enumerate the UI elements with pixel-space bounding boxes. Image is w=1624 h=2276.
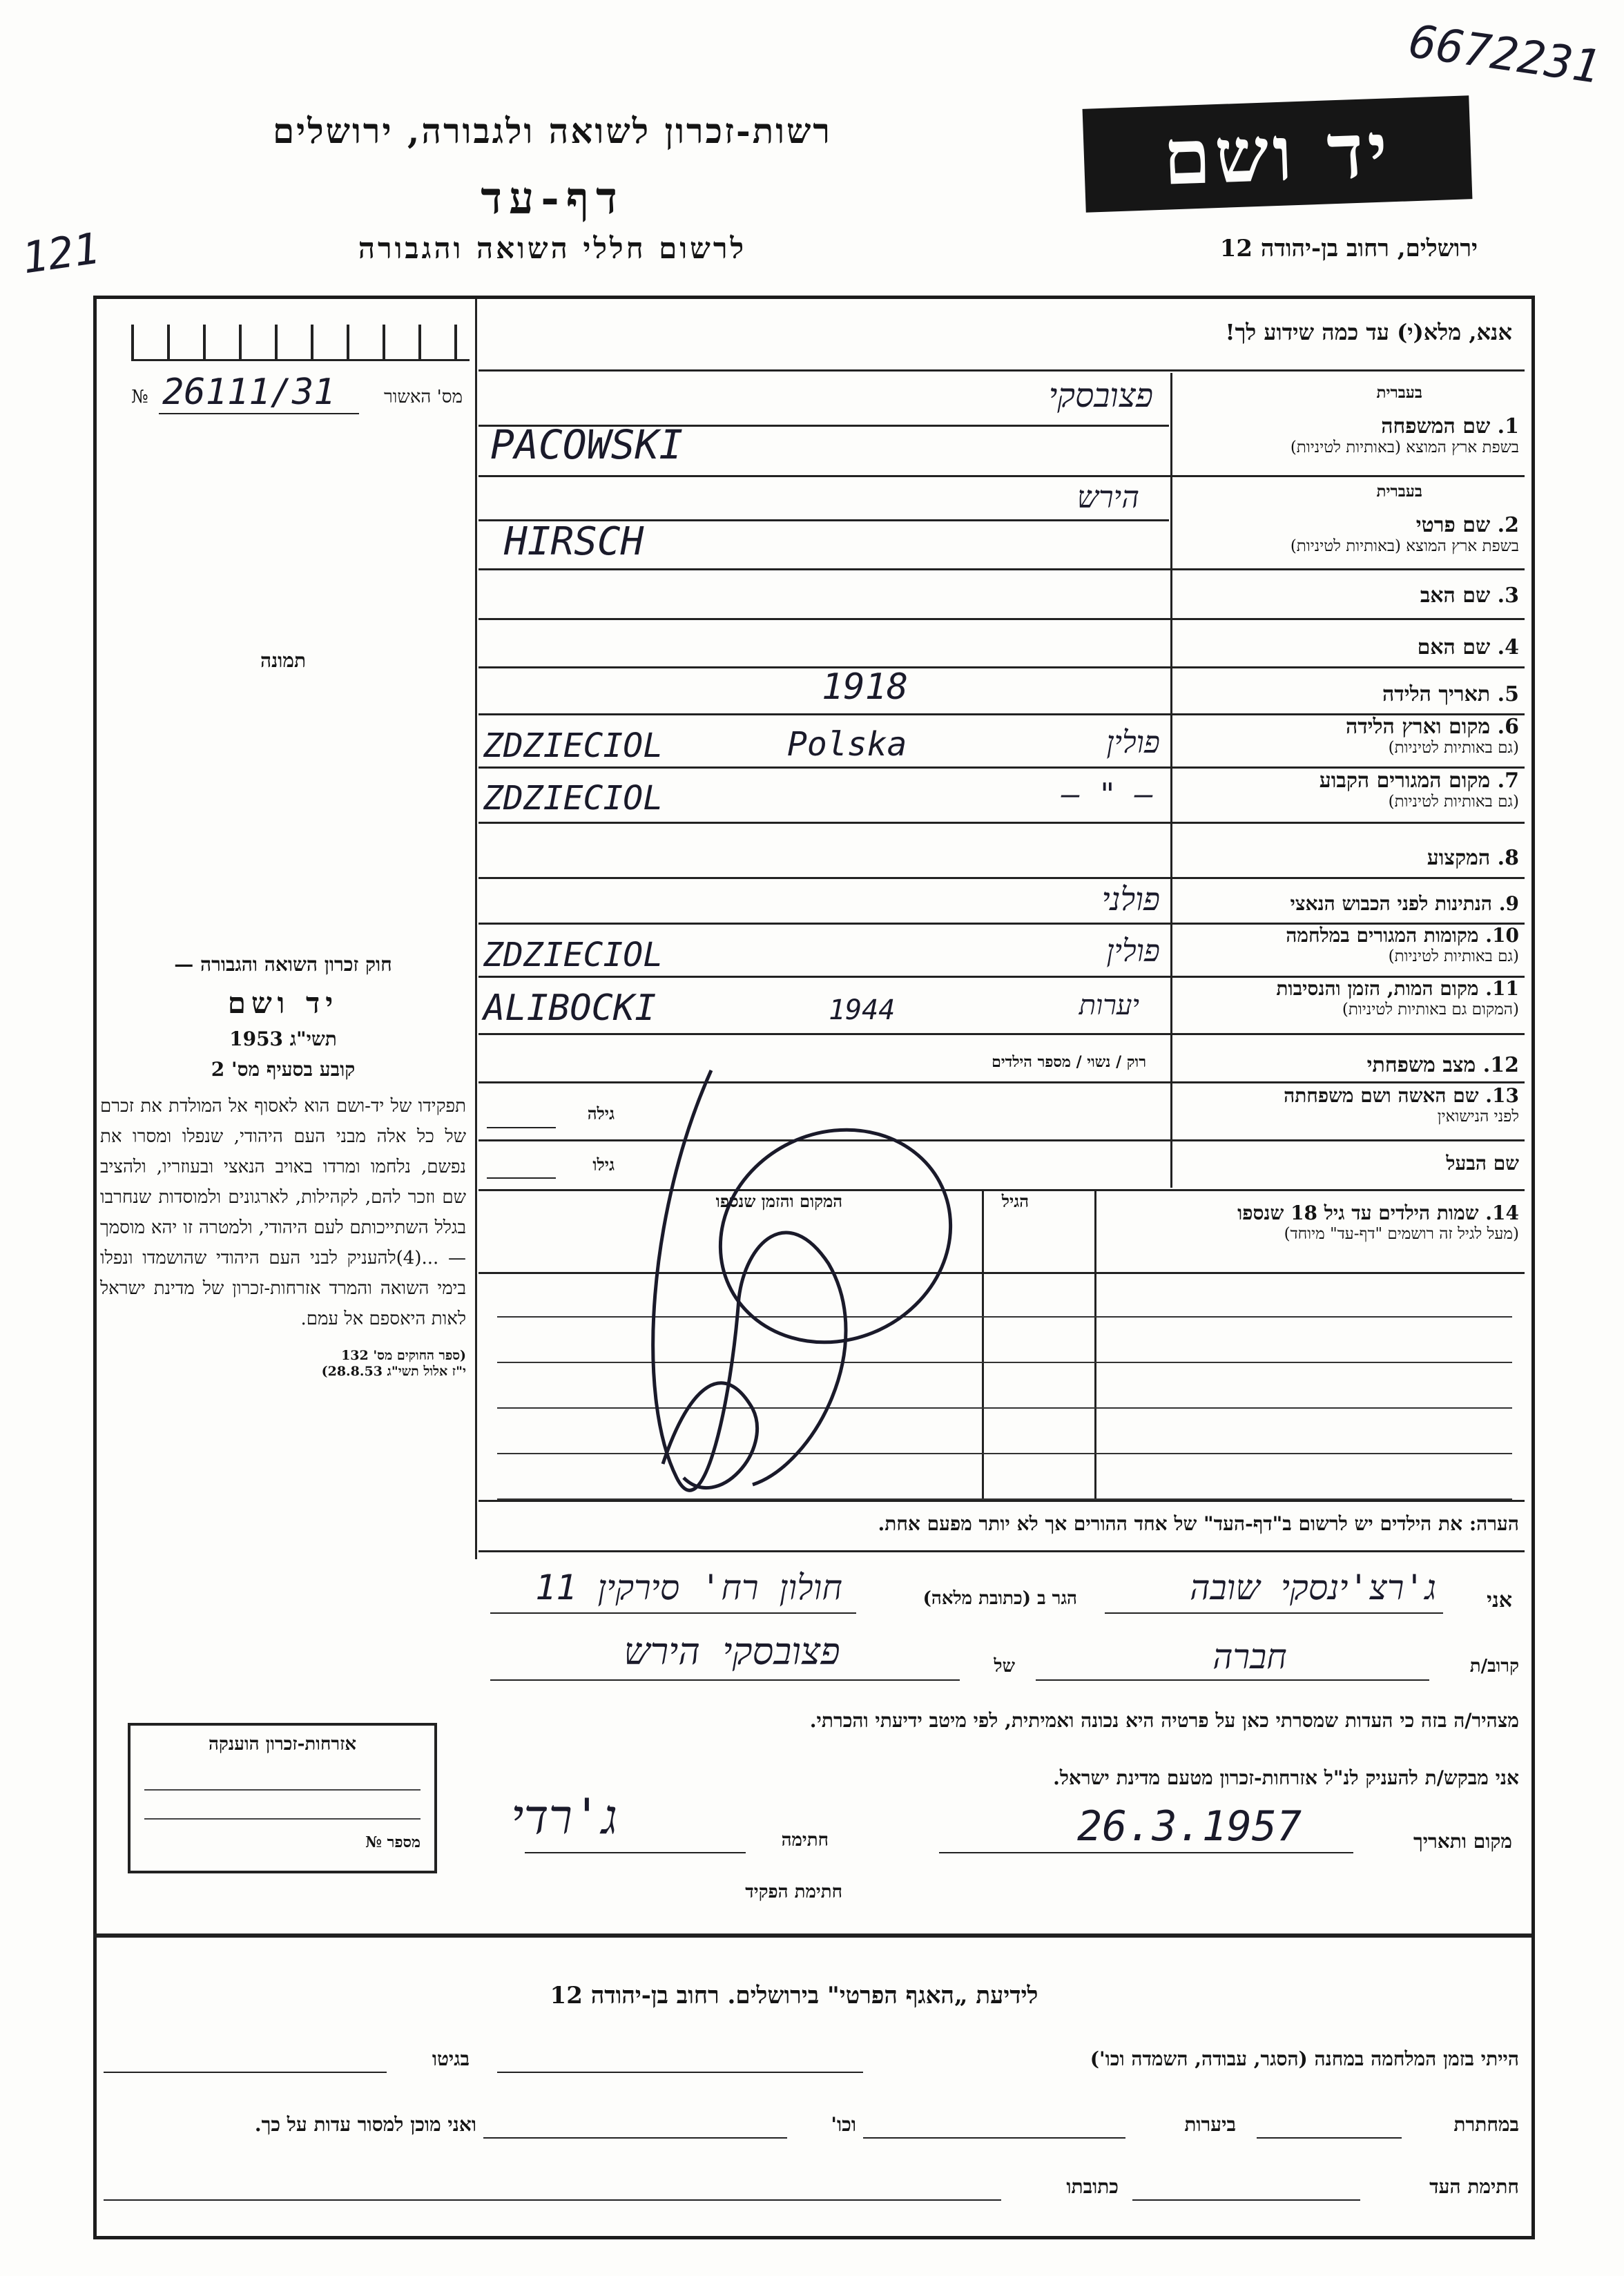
field-6-title: מקום וארץ הלידה: [1345, 715, 1491, 739]
bottom-divider: [93, 1933, 1531, 1938]
bottom-line3-address: כתובתו: [1066, 2175, 1119, 2198]
decl-prefix: אני: [1487, 1588, 1512, 1612]
field-10-num: 10.: [1485, 924, 1519, 947]
approval-no-sign: №: [131, 387, 148, 407]
field-6-num: 6.: [1497, 715, 1519, 739]
husband-age-label: גילו: [592, 1155, 615, 1175]
field-11-sub: (המקום גם באותיות לטיניות): [1342, 1001, 1519, 1019]
field-2-hebrew-tag: בעברית: [1376, 482, 1422, 501]
field-11-value-year: 1944: [829, 994, 896, 1026]
field-6-label: [1174, 715, 1519, 757]
field-6-value-hebrew: פולין: [1106, 725, 1160, 760]
field-11-title: מקום המות, הזמן והנסיבות: [1276, 977, 1479, 1000]
top-tick-marks: [131, 325, 470, 359]
law-ref-2: י"ז אלול תשי"ג 28.8.53): [321, 1364, 466, 1379]
bottom-line2-underground: במחתרת: [1453, 2113, 1519, 2136]
field-10-title: מקומות המגורים במלחמה: [1286, 924, 1479, 947]
field-11-value-place: ALIBOCKI: [483, 987, 657, 1029]
field-1-sub: בשפת ארץ המוצא (באותיות לטיניות): [1290, 438, 1519, 456]
decl-of-label: של: [994, 1656, 1015, 1677]
field-12-value: רוק / נשוי / מספר הילדים: [992, 1053, 1146, 1071]
field-12-num: 12.: [1482, 1053, 1519, 1077]
law-body: תפקידו של יד-ושם הוא לאסוף אל המולדת את זכרם של כל אלה מבני העם היהודי, שנפלו ומסרו את נפשם, נלחמו ומרדו באויב הנאצי ובעוזריו, ולהציב שם וזכר להם, לקהילות, לארגונים ולמוסדות שנחרבו בגלל השתייכותם לעם היהודי, ולמטרה זו יהא מוסמך — ...(4)להעניק לבני העם היהודי שהושמדו ונפלו בימי השואה והמרד אזרחות-זכרון של מדינת ישראל לאות היאספם אל עמם.: [100, 1096, 466, 1329]
field-9-num: 9.: [1498, 892, 1519, 915]
field-2-title: שם פרטי: [1415, 513, 1491, 537]
field-1-num: 1.: [1497, 414, 1519, 438]
field-1-title: שם המשפחה: [1381, 414, 1491, 438]
decl-signature: ג'רדי: [511, 1788, 618, 1845]
field-8-num: 8.: [1497, 846, 1519, 870]
field-8-label: [1174, 846, 1519, 870]
field-2-hebrew-value: הירש: [1076, 480, 1139, 515]
field-9-title: הנתינות לפני הכבוש הנאצי: [1290, 892, 1493, 915]
law-box: [100, 953, 466, 1380]
decl-official-label: חתימת הפקיד: [745, 1882, 842, 1902]
field-3-label: [1174, 584, 1519, 608]
institution-name: רשות-זכרון לשואה ולגבורה, ירושלים: [272, 110, 832, 151]
field-1-hebrew-value: פצובסקי: [1048, 376, 1153, 415]
field-6-value-country: Polska: [787, 725, 907, 764]
margin-number: 121: [19, 222, 103, 284]
decl-place-date-label: מקום ותאריך: [1413, 1830, 1512, 1853]
bottom-line3-witness-sig: חתימת העד: [1429, 2175, 1519, 2198]
field-10-value-hebrew: פולין: [1106, 934, 1160, 969]
approval-value: 26111/31: [162, 372, 336, 413]
field-2-num: 2.: [1497, 513, 1519, 537]
decl-name: ג'רצ'ינסקי שובה: [1190, 1568, 1436, 1608]
children-sub: (מעל לגיל זה רושמים "דף-עד" מיוחד): [1284, 1225, 1519, 1243]
field-11-value-hebrew: יערות: [1079, 990, 1139, 1021]
field-6-value-place: ZDZIECIOL: [483, 726, 664, 765]
wife-age-label: גילה: [587, 1103, 615, 1123]
decl-request: אני מבקש/ת להעניק לנ"ל אזרחות-זכרון מטעם מדינת ישראל.: [1053, 1766, 1519, 1789]
children-title: שמות הילדים עד גיל 18 שנספו: [1237, 1202, 1479, 1224]
law-year: תשי"ג 1953: [229, 1028, 337, 1050]
field-7-sub: (גם באותיות לטיניות): [1388, 793, 1519, 811]
decl-relation-label: קרוב/ת: [1469, 1656, 1519, 1677]
bottom-line2-testify: ואני מוכן למסור עדות על כך.: [254, 2113, 476, 2136]
field-11-label: [1174, 977, 1519, 1019]
citizenship-box: [128, 1723, 437, 1873]
citizenship-title: אזרחות-זכרון הוענקה: [208, 1734, 357, 1755]
field-10-label: [1174, 924, 1519, 965]
field-5-title: תאריך הלידה: [1382, 682, 1491, 706]
citizenship-number-label: מספר №: [365, 1833, 420, 1851]
bottom-line1-end: בגיטו: [432, 2047, 470, 2070]
law-name: יד ושם: [227, 986, 339, 1020]
field-8-title: המקצוע: [1427, 846, 1491, 870]
decl-relation: חברה: [1212, 1637, 1287, 1677]
field-3-num: 3.: [1497, 584, 1519, 608]
field-13-num: 13.: [1485, 1084, 1519, 1107]
field-6-sub: (גם באותיות לטיניות): [1388, 739, 1519, 757]
field-1-latin-value: PACOWSKI: [490, 421, 684, 468]
field-7-value-place: ZDZIECIOL: [483, 779, 664, 818]
law-ref-1: (ספר החוקים מס' 132: [341, 1348, 466, 1363]
field-4-title: שם האם: [1417, 635, 1491, 659]
handwritten-flourish: [608, 1036, 1174, 1568]
instruction-text: אנא, מלא(י) עד כמה שידוע לך!: [1225, 319, 1512, 345]
bottom-line2-forests: ביערות: [1184, 2113, 1236, 2136]
field-11-num: 11.: [1485, 977, 1519, 1000]
field-4-label: [1174, 635, 1519, 659]
field-5-num: 5.: [1497, 682, 1519, 706]
field-7-value-ditto: — " —: [1061, 777, 1153, 812]
address-line: ירושלים, רחוב בן-יהודה 12: [1219, 235, 1478, 262]
field-2-label: [1174, 482, 1519, 555]
archive-number: 6672231: [1405, 15, 1604, 94]
field-9-value: פולני: [1101, 880, 1160, 918]
children-note: הערה: את הילדים יש לרשום ב"דף-העד" של אחד ההורים אך לא יותר מפעם אחת.: [878, 1512, 1519, 1535]
decl-certify: מצהיר/ה בזה כי העדות שמסרתי כאן על פרטיה היא נכונה ואמיתית, לפי מיטב ידיעתי והכרתי.: [809, 1709, 1519, 1732]
decl-signature-label: חתימה: [781, 1830, 829, 1851]
form-subtitle: לרשום חללי השואה והגבורה: [358, 231, 747, 265]
approval-label: מס' האשור: [383, 387, 463, 407]
field-12-label: [1174, 1053, 1519, 1077]
bottom-title: לידיעת „האגף הפרטי" בירושלים. רחוב בן-יהודה 12: [550, 1982, 1038, 2009]
field-13-title: שם האשה ושם משפחתה: [1284, 1084, 1479, 1107]
children-num: 14.: [1485, 1202, 1519, 1224]
decl-of-name: פצובסקי הירש: [624, 1630, 840, 1673]
field-7-label: [1174, 769, 1519, 811]
field-3-title: שם האב: [1420, 584, 1491, 608]
field-13-label: [1174, 1084, 1519, 1126]
field-7-num: 7.: [1497, 769, 1519, 793]
left-column-divider: [475, 299, 477, 1559]
field-10-sub: (גם באותיות לטיניות): [1388, 947, 1519, 965]
field-1-hebrew-tag: בעברית: [1376, 383, 1422, 402]
photo-label: תמונה: [260, 649, 307, 672]
field-5-value: 1918: [822, 666, 909, 708]
field-4-num: 4.: [1497, 635, 1519, 659]
husband-name-label: שם הבעל: [1446, 1152, 1519, 1175]
field-5-label: [1174, 682, 1519, 706]
field-12-title: מצב משפחתי: [1366, 1053, 1476, 1077]
children-col-place: המקום והזמן שנספו: [715, 1191, 842, 1211]
form-title: דף-עד: [481, 173, 624, 224]
law-title: חוק זכרון השואה והגבורה —: [174, 953, 392, 976]
field-9-label: [1174, 892, 1519, 916]
decl-address-label: הגר ב (כתובת מלאה): [922, 1588, 1077, 1609]
field-10-value-place: ZDZIECIOL: [483, 936, 664, 974]
field-7-title: מקום המגורים הקבוע: [1319, 769, 1491, 793]
field-13-sub: לפני הנישואין: [1437, 1108, 1519, 1126]
yad-vashem-logo: יד ושם: [1083, 95, 1473, 212]
decl-address: חולון רח' סירקין 11: [535, 1568, 842, 1608]
field-2-sub: בשפת ארץ המוצא (באותיות לטיניות): [1290, 537, 1519, 555]
bottom-line1: הייתי בזמן המלחמה במחנה (הסגר, עבודה, השמדה וכו'): [1090, 2047, 1519, 2070]
bottom-line2-etc: וכו': [831, 2113, 856, 2136]
field-1-label: [1174, 383, 1519, 456]
field-2-latin-value: HIRSCH: [504, 519, 644, 564]
decl-date: 26.3.1957: [1077, 1802, 1302, 1851]
children-col-age: הגיל: [1001, 1191, 1029, 1211]
law-clause: קובע בסעיף מס' 2: [211, 1058, 356, 1081]
